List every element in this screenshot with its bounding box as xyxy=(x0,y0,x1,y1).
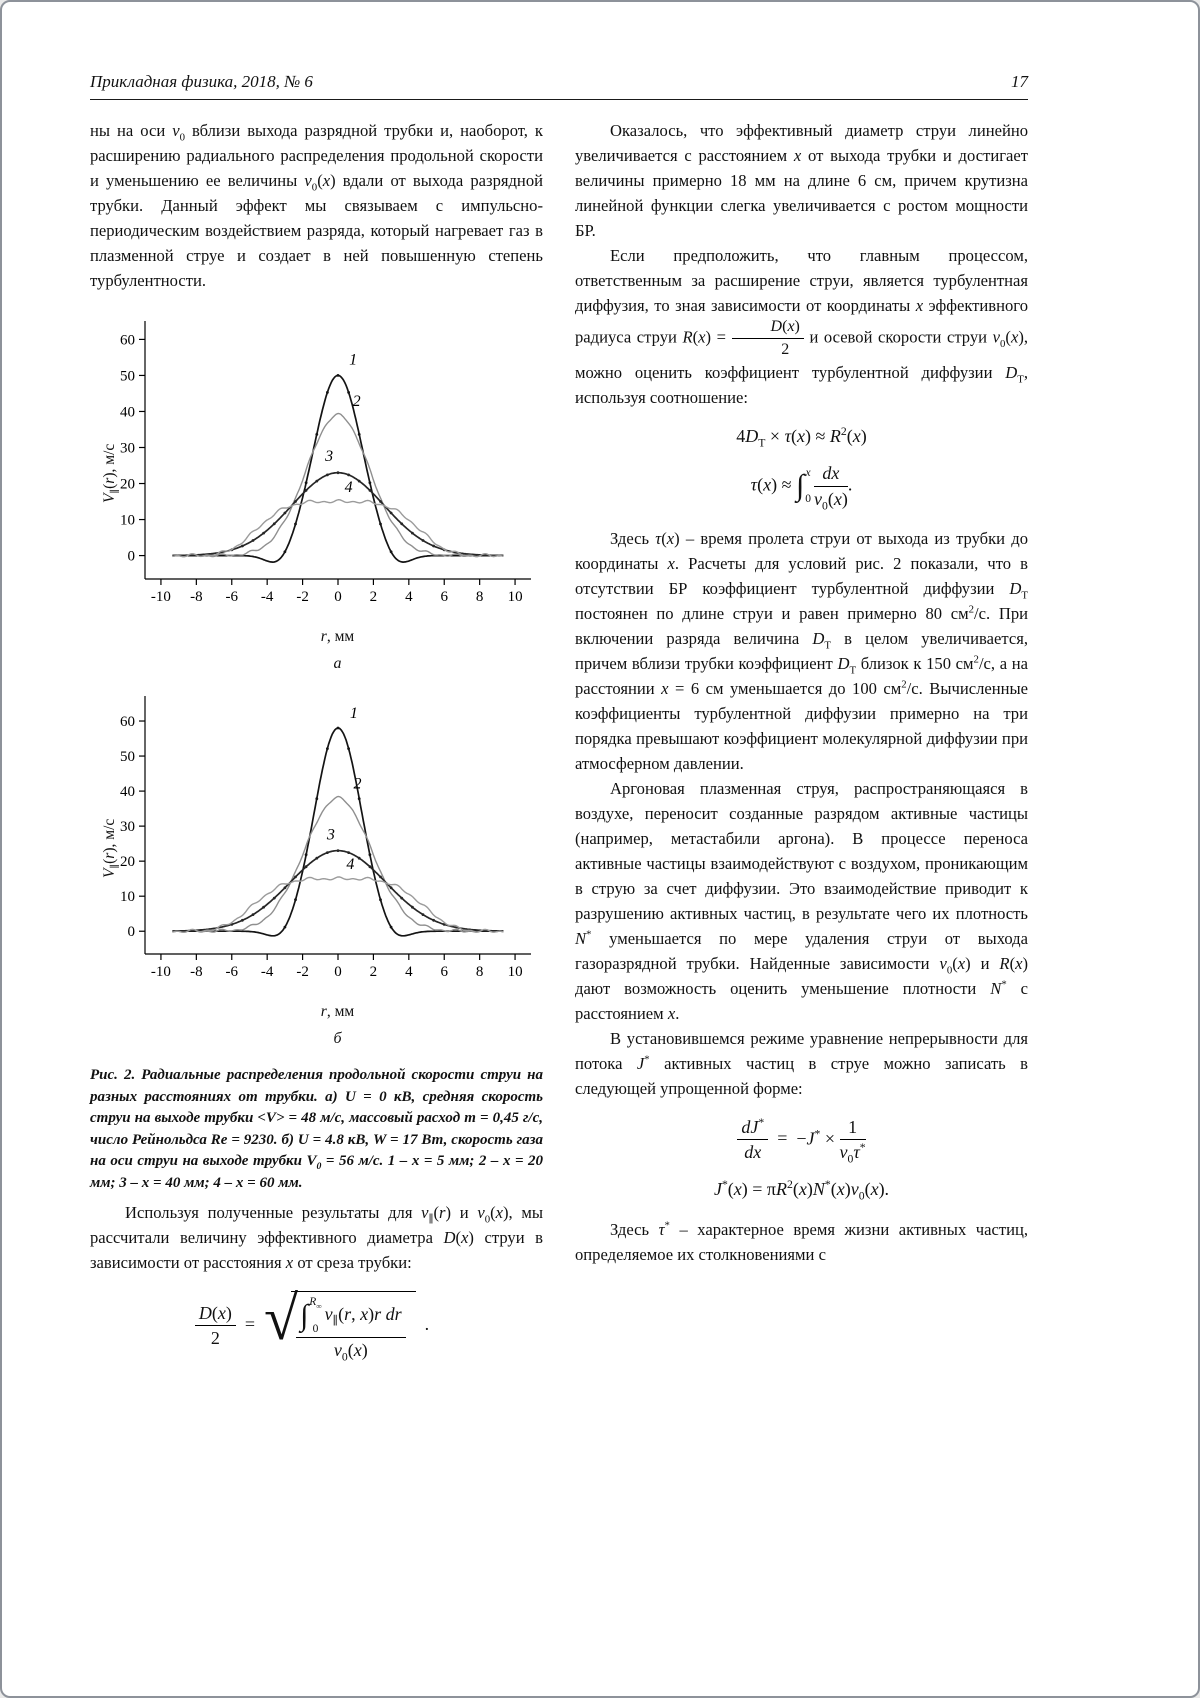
svg-text:0: 0 xyxy=(333,589,342,605)
svg-text:-4: -4 xyxy=(260,589,273,605)
svg-text:-8: -8 xyxy=(189,964,203,980)
figure-2 xyxy=(90,311,543,1194)
svg-text:3: 3 xyxy=(324,448,333,466)
paragraph-turbulent-diffusion-intro: Если предположить, что главным процессом, ответственным за расширение струи, является турбулентная диффузия, то зная зависимости от координаты x эффективного радиуса струи R(x) = $\frac{D(x)}{2}$ и осевой скорости струи $v_0(x)$, можно оценить коэффициент турбулентной диффузии $D_T$, используя соотношение: xyxy=(575,246,1029,407)
chart-plot-a xyxy=(91,311,543,628)
svg-text:30: 30 xyxy=(119,440,135,457)
figure-2-panel-a xyxy=(90,311,543,676)
svg-text:1: 1 xyxy=(348,351,357,369)
svg-text:2: 2 xyxy=(369,964,377,980)
svg-text:0: 0 xyxy=(127,548,135,565)
chart-svg xyxy=(91,686,543,996)
svg-text:4: 4 xyxy=(404,589,413,605)
svg-text:40: 40 xyxy=(119,404,135,421)
svg-text:3: 3 xyxy=(326,826,335,844)
paragraph-lifetime: Здесь τ* – характерное время жизни активных частиц, определяемое их столкновениями с xyxy=(575,1219,1028,1264)
svg-text:60: 60 xyxy=(119,714,135,731)
svg-text:20: 20 xyxy=(119,476,135,493)
chart-area-b xyxy=(91,686,543,1051)
chart-area-a xyxy=(91,311,543,676)
svg-text:6: 6 xyxy=(439,589,448,605)
paragraph-turbulence: ны на оси $v_0$ вблизи выхода разрядной трубки и, наоборот, к расширению радиального распределения продольной скорости и уменьшению ее величины $v_0(x)$ вдали от выхода разрядной трубки. Данный эффект мы связываем с импульсно-периодическим воздействием разряда, который нагревает газ в плазменной струе и создает в ней повышенную степень турбулентности. xyxy=(90,121,543,290)
svg-text:50: 50 xyxy=(119,749,135,766)
svg-text:2: 2 xyxy=(352,393,361,411)
paragraph-active-particles: Аргоновая плазменная струя, распространяющаяся в воздухе, переносит созданные разрядом активные частицы (например, метастабили аргона). В процессе переноса активные частицы взаимодействуют с воздухом, проникающим в струю за счет диффузии. Это взаимодействие приводит к разрушению активных частиц, в результате чего их плотность N* уменьшается по мере удаления струи от выхода газоразрядной трубки. Найденные зависимости $v_0(x)$ и R(x) дают возможность оценить уменьшение плотности N* с расстоянием x. xyxy=(575,778,1029,1023)
paragraph-jet-diameter: Оказалось, что эффективный диаметр струи линейно увеличивается с расстоянием x от выхода трубки и достигает величины примерно 18 мм на длине 6 см, причем крутизна линейной функции слегка увеличивается с ростом мощности БР. xyxy=(575,121,1028,240)
svg-text:-2: -2 xyxy=(295,964,309,980)
svg-text:10: 10 xyxy=(119,889,135,906)
figure-2-panel-b xyxy=(90,686,543,1051)
svg-text:50: 50 xyxy=(119,368,135,385)
svg-text:-10: -10 xyxy=(150,964,171,980)
svg-text:30: 30 xyxy=(119,819,135,836)
paragraph-continuity-intro: В установившемся режиме уравнение непрерывности для потока J* активных частиц в струе можно записать в следующей упрощенной форме: xyxy=(575,1028,1028,1098)
svg-text:4: 4 xyxy=(344,479,353,497)
left-column xyxy=(90,118,543,1377)
formula-diffusion-relation: $4D_T \times \tau(x) \approx R^2(x)$ xyxy=(736,424,867,450)
page-number: 17 xyxy=(1011,72,1028,91)
y-axis-label-b: $V_\parallel(r)$, м/с xyxy=(100,818,121,878)
svg-text:40: 40 xyxy=(119,784,135,801)
svg-text:0: 0 xyxy=(127,924,135,941)
header-rule xyxy=(90,99,1028,100)
chart-svg xyxy=(91,311,543,621)
journal-title: Прикладная физика, 2018, № 6 xyxy=(90,72,313,91)
panel-label-a: а xyxy=(333,655,342,672)
svg-text:10: 10 xyxy=(119,512,135,529)
svg-text:4: 4 xyxy=(345,855,354,873)
content-columns xyxy=(90,118,1028,1377)
svg-text:4: 4 xyxy=(404,964,413,980)
svg-text:8: 8 xyxy=(475,589,483,605)
svg-text:10: 10 xyxy=(507,589,523,605)
svg-text:2: 2 xyxy=(353,775,361,793)
paragraph-diffusion-coefficients: Здесь τ(x) – время пролета струи от выхода из трубки до координаты x. Расчеты для условий рис. 2 показали, что в отсутствии БР коэффициент турбулентной диффузии $D_T$ постоянен по длине струи и равен примерно 80 $см^2/с$. При включении разряда величина $D_T$ в целом увеличивается, причем вблизи трубки коэффициент $D_T$ близок к 150 $см^2/с$, а на расстоянии x = 6 см уменьшается до 100 $см^2/с$. Вычисленные коэффициенты турбулентной диффузии примерно на три порядка превышают коэффициент молекулярной диффузии при атмосферном давлении. xyxy=(575,528,1029,773)
formula-flux: $J^*(x) = \pi R^2(x)N^*(x)v_0(x)$. xyxy=(713,1178,890,1203)
svg-text:-6: -6 xyxy=(225,589,238,605)
svg-text:60: 60 xyxy=(119,332,135,349)
panel-label-b: б xyxy=(333,1030,342,1047)
svg-text:-6: -6 xyxy=(225,964,238,980)
formula-effective-diameter: $\frac{D(x)}{2}$ = √ ∫ $R_\infty$ 0 $v_\parallel(r$, x)r dr $v_0(x)$ . xyxy=(90,1291,543,1361)
svg-text:-10: -10 xyxy=(150,589,171,605)
svg-text:2: 2 xyxy=(369,589,377,605)
x-axis-label-a: r, мм xyxy=(320,628,355,645)
formula-transit-time: τ(x) ≈ ∫ x 0 $\frac{dx}{v_0(x)}$ . xyxy=(750,463,853,513)
svg-text:8: 8 xyxy=(475,964,483,980)
svg-text:20: 20 xyxy=(119,854,135,871)
svg-text:-2: -2 xyxy=(295,589,309,605)
page-header xyxy=(90,72,1028,92)
paragraph-effective-diameter: Используя полученные результаты для $v_\parallel(r)$ и $v_0(x)$, мы рассчитали величину эффективного диаметра D(x) струи в зависимости от расстояния x от среза трубки: xyxy=(90,1203,543,1272)
x-axis-label-b: r, мм xyxy=(320,1003,355,1020)
y-axis-label-a: $V_\parallel(r)$, м/с xyxy=(100,443,121,503)
svg-text:6: 6 xyxy=(439,964,448,980)
svg-text:0: 0 xyxy=(333,964,342,980)
svg-text:-8: -8 xyxy=(189,589,203,605)
formula-continuity: $\frac{dJ^*}{dx}$ = −J* × $\frac{1}{v_0\tau^*}$ xyxy=(575,1117,1028,1163)
svg-text:1: 1 xyxy=(349,705,358,723)
chart-plot-b xyxy=(91,686,543,1003)
svg-text:10: 10 xyxy=(507,964,523,980)
svg-text:-4: -4 xyxy=(260,964,273,980)
figure-caption: Рис. 2. Радиальные распределения продольной скорости струи на разных расстояниях от трубки. а) U = 0 кВ, средняя скорость струи на выходе трубки <V> = 48 м/с, массовый расход m = 0,45 г/с, число Рейнольдса Re = 9230. б) U = 4.8 кВ, W = 17 Вт, скорость газа на оси струи на выходе трубки $V_0 = 56$ м/с. 1 – x = 5 мм; 2 – x = 20 мм; 3 – x = 40 мм; 4 – x = 60 мм. xyxy=(90,1067,543,1191)
right-column xyxy=(575,118,1028,1377)
